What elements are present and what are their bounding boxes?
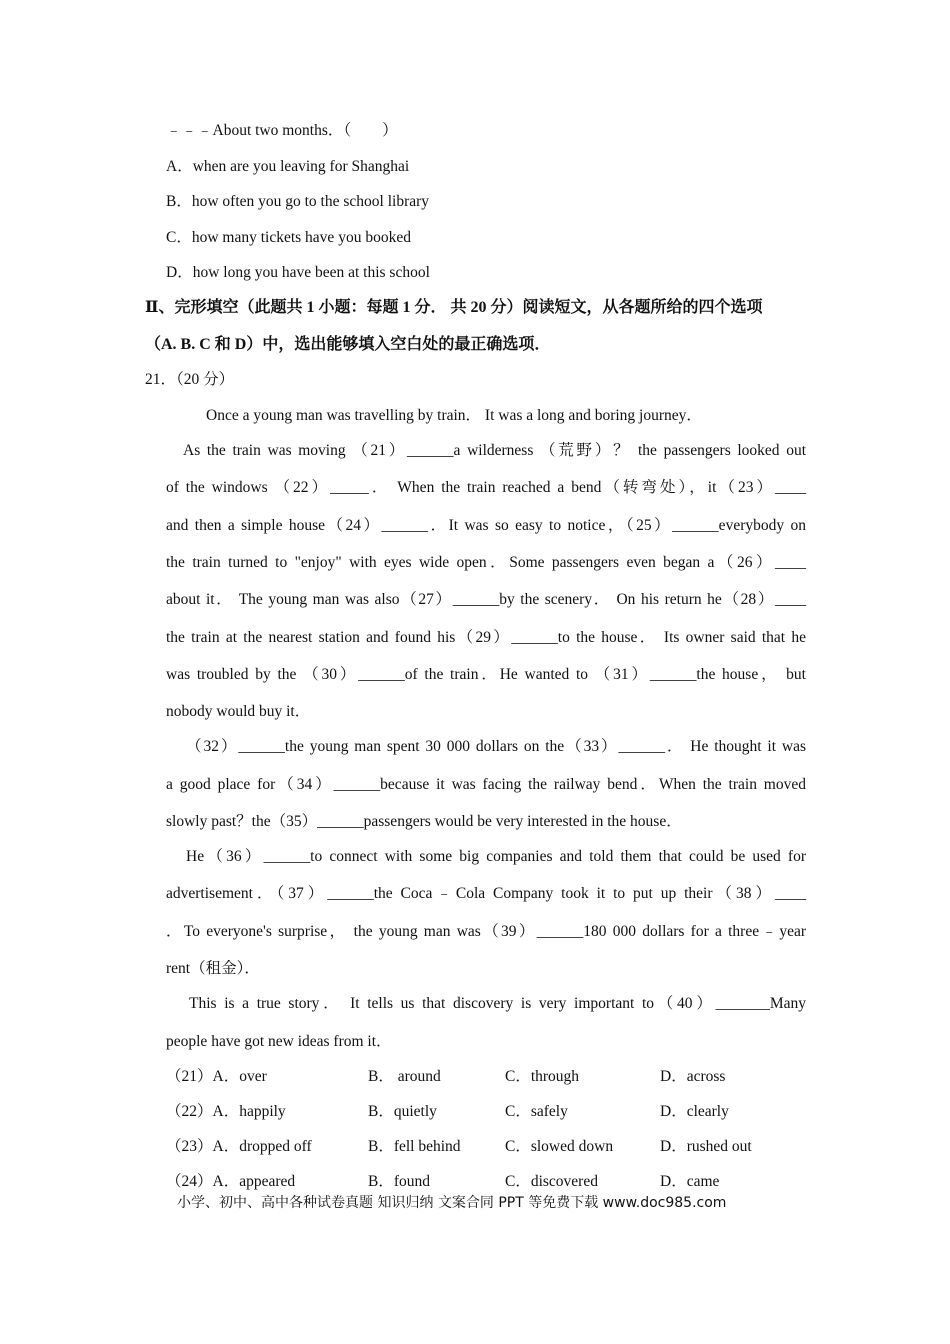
choice-21-a: （21）A．over xyxy=(166,1068,267,1085)
choice-24-b: B．found xyxy=(368,1173,431,1190)
passage-line: slowly past？the（35）______passengers would be very interested in the house． xyxy=(166,813,682,830)
passage-line: Once a young man was travelling by train． It was a long and boring journey． xyxy=(206,407,702,424)
page-footer: 小学、初中、高中各种试卷真题 知识归纳 文案合同 PPT 等免费下载 www.doc985.com xyxy=(177,1195,727,1211)
passage-line: of the windows （22）_____． When the train reached a bend（转弯处），it（23）____ xyxy=(166,479,806,496)
choice-23-c: C．slowed down xyxy=(505,1138,614,1155)
passage-line: was troubled by the （30）______of the train．He wanted to （31）______the house， but xyxy=(166,666,806,683)
choice-23-b: B．fell behind xyxy=(368,1138,461,1155)
choice-21-d: D．across xyxy=(660,1068,726,1085)
choice-23-d: D．rushed out xyxy=(660,1138,752,1155)
passage-line: a good place for（34）______because it was facing the railway bend．When the train moved xyxy=(166,776,806,793)
q21-number: 21．（20 分） xyxy=(145,371,235,388)
choice-22-a: （22）A．happily xyxy=(166,1103,286,1120)
q20-option-b: B．how often you go to the school library xyxy=(166,193,430,210)
passage-line: This is a true story． It tells us that discovery is very important to（40）_______Many xyxy=(189,995,806,1012)
passage-line: advertisement．（37）______the Coca﹣Cola Company took it to put up their（38）____ xyxy=(166,885,806,902)
q20-option-c: C．how many tickets have you booked xyxy=(166,229,411,246)
passage-line: As the train was moving （21）______a wilderness （荒野）？ the passengers looked out xyxy=(183,442,806,459)
choice-22-b: B．quietly xyxy=(368,1103,437,1120)
passage-line: nobody would buy it． xyxy=(166,703,311,720)
choice-21-c: C．through xyxy=(505,1068,580,1085)
choice-24-a: （24）A．appeared xyxy=(166,1173,296,1190)
choice-23-a: （23）A．dropped off xyxy=(166,1138,312,1155)
q20-prompt: ﹣﹣﹣About two months．（ ） xyxy=(166,122,398,139)
passage-line: and then a simple house（24）______．It was so easy to notice，（25）______everybody on xyxy=(166,517,806,534)
passage-line: people have got new ideas from it． xyxy=(166,1033,392,1050)
section-heading-line1: Ⅱ、完形填空（此题共 1 小题：每题 1 分． 共 20 分）阅读短文，从各题所给的四个选项 xyxy=(145,299,763,316)
q20-option-d: D．how long you have been at this school xyxy=(166,264,430,281)
choice-24-d: D．came xyxy=(660,1173,720,1190)
choice-21-b: B． around xyxy=(368,1068,441,1085)
choice-24-c: C．discovered xyxy=(505,1173,598,1190)
section-heading-line2: （A. B. C 和 D）中，选出能够填入空白处的最正确选项． xyxy=(145,336,551,353)
passage-line: （32）______the young man spent 30 000 dollars on the（33）______． He thought it was xyxy=(186,738,806,755)
passage-line: He（36）______to connect with some big companies and told them that could be used for xyxy=(186,848,806,865)
choice-22-d: D．clearly xyxy=(660,1103,729,1120)
passage-line: rent（租金）． xyxy=(166,960,260,977)
q20-option-a: A．when are you leaving for Shanghai xyxy=(166,158,410,175)
passage-line: ．To everyone's surprise， the young man was（39）______180 000 dollars for a three﹣year xyxy=(166,923,806,940)
passage-line: the train turned to "enjoy" with eyes wide open．Some passengers even began a（26）____ xyxy=(166,554,806,571)
passage-line: the train at the nearest station and found his（29）______to the house． Its owner said that he xyxy=(166,629,806,646)
passage-line: about it． The young man was also（27）______by the scenery． On his return he（28）____ xyxy=(166,591,806,608)
choice-22-c: C．safely xyxy=(505,1103,568,1120)
